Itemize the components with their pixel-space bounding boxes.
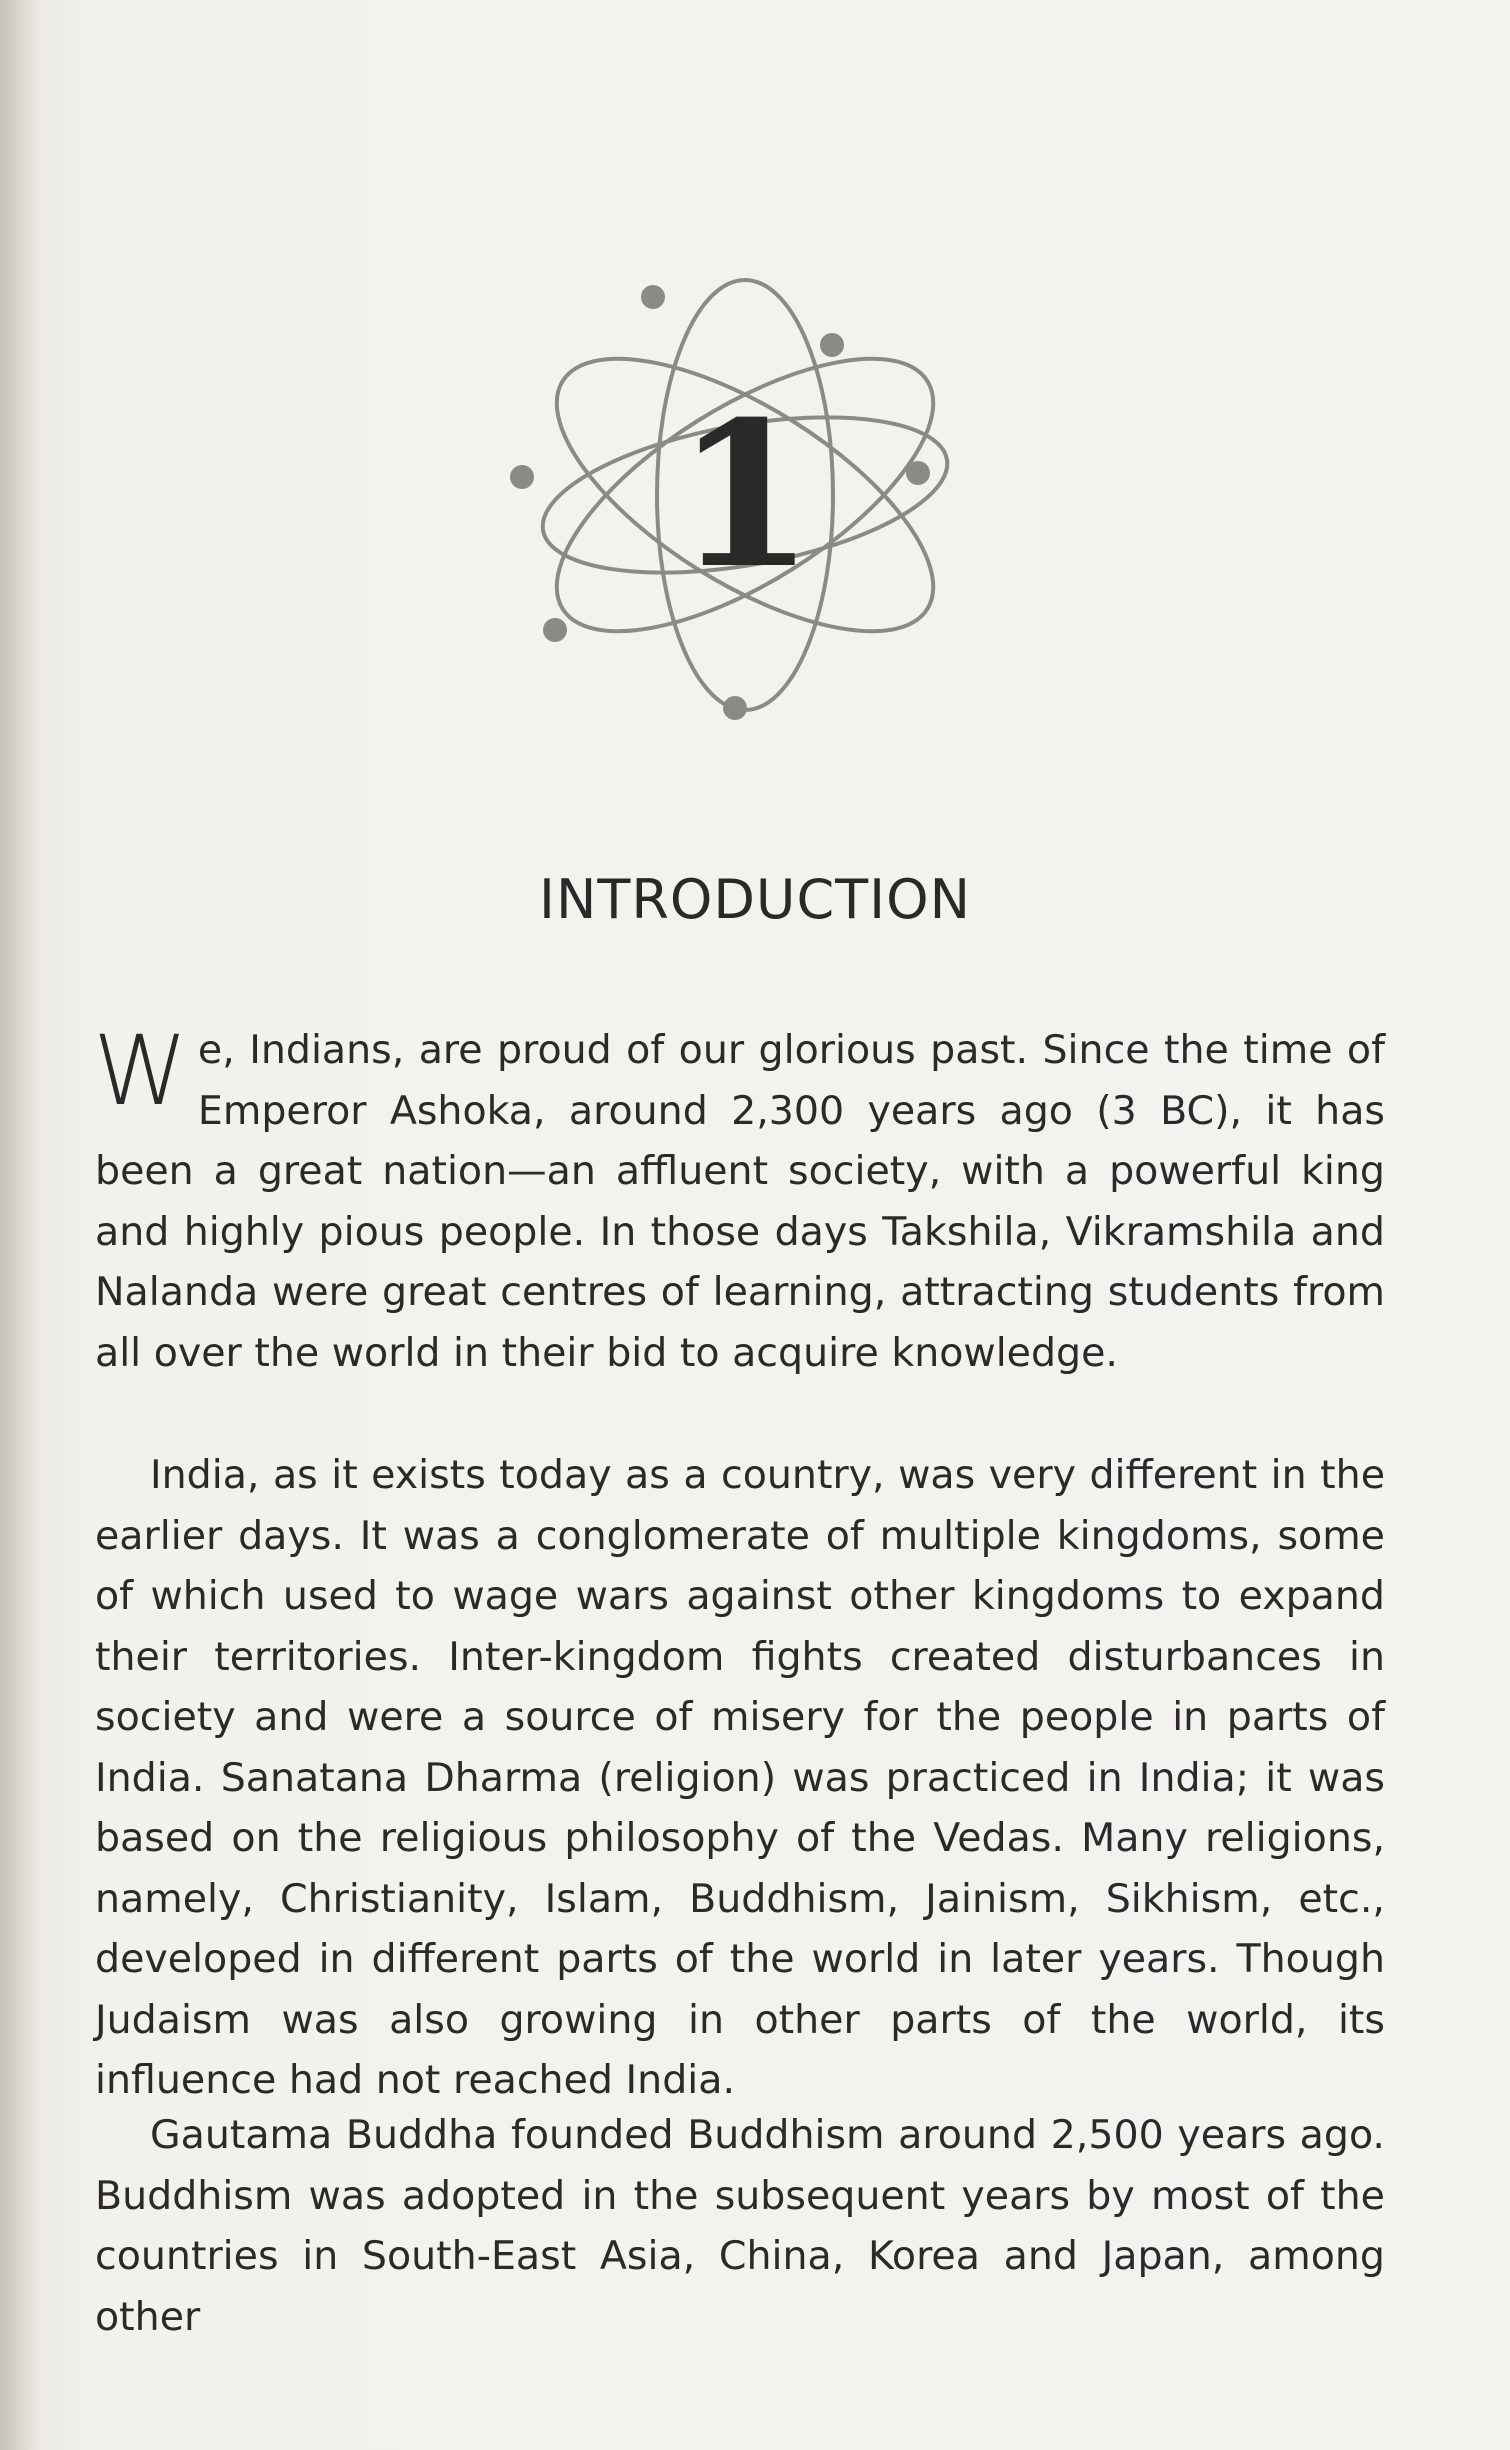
paragraph-1 [93,1015,1385,1383]
paragraph-3 [95,2105,1385,2347]
gutter-shadow [0,0,40,2450]
atom-orbit-emblem-icon [495,265,995,725]
paragraph-3-text: Gautama Buddha founded Buddhism around 2,500 years ago. Buddhism was adopted in the subsequent years by most of the countries in South-East Asia, China, Korea and Japan, among other [95,2112,1385,2340]
chapter-emblem [495,265,995,725]
chapter-number: 1 [675,378,815,613]
paragraph-2 [95,1445,1385,2111]
paragraph-2-text: India, as it exists today as a country, was very different in the earlier days. It was a conglomerate of multiple kingdoms, some of which used to wage wars against other kingdoms to expand their territories. Inter-kingdom fights created disturbances in society and were a source of misery for the people in parts of India. Sanatana Dharma (religion) was practiced in India; it was based on the religious philosophy of the Vedas. Many religions, namely, Christianity, Islam, Buddhism, Jainism, Sikhism, etc., developed in different parts of the world in later years. Though Judaism was also growing in other parts of the world, its influence had not reached India. [95,1452,1385,2103]
chapter-title: INTRODUCTION [539,868,971,931]
paragraph-1-text: e, Indians, are proud of our glorious past. Since the time of Emperor Ashoka, around 2,300 years ago (3 BC), it has been a great nation—an affluent society, with a powerful king and highly pious people. In those days Takshila, Vikramshila and Nalanda were great centres of learning, attracting students from all over the world in their bid to acquire knowledge. [95,1027,1385,1376]
drop-cap: W [93,1015,188,1127]
